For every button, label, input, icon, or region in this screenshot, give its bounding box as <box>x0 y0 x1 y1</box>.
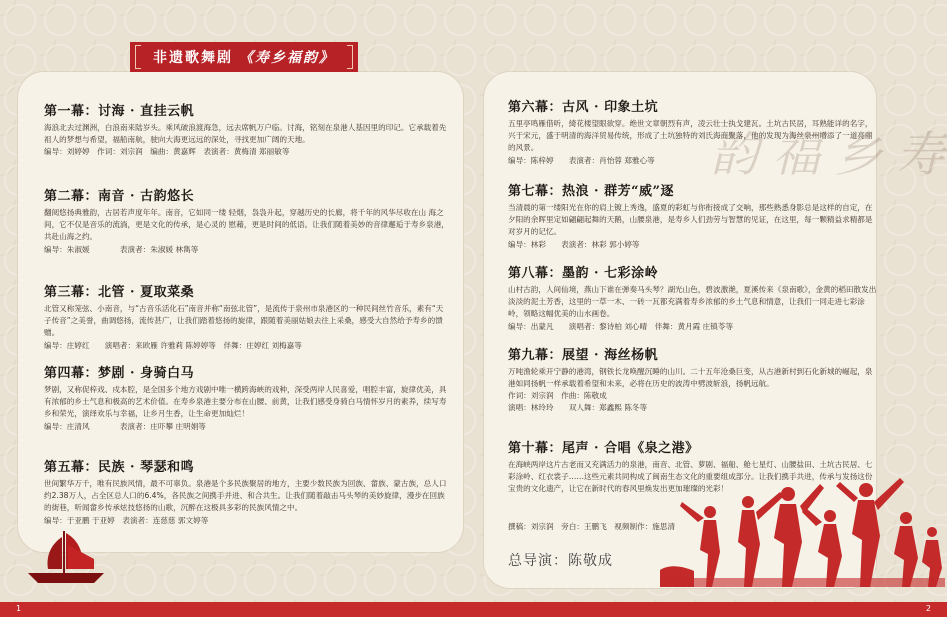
act-body: 万吨渔轮乘开宁静的港湾，钢铁长龙唤醒沉睡的山川。二十五年沧桑巨变，从古港新村到石化新城的崛起，泉港如同扬帆一样承载着希望和未来，必将在历史的波涛中劈波斩浪，扬帆远航。 <box>508 367 873 389</box>
act-title: 第七幕：热浪 · 群芳“威”逐 <box>508 184 675 199</box>
act-2 <box>44 185 449 256</box>
act-title: 第二幕：南音 · 古韵悠长 <box>44 189 195 204</box>
act-body: 翻阅悠扬典雅韵，古居若声度年年。南音，它如同一缕 轻烟，袅袅升起，穿越历史的长廊，将千年的风华尽收在山 海之间，它不仅是音乐的流淌，更是文化的传承，是心灵的 慰藉，更是时间的低语。让我们随着美妙的音律邂逅于寿乡泉港，共赴山海之约。 <box>44 208 449 242</box>
banner-title: 《寿乡福韵》 <box>239 50 335 66</box>
act-body: 梦剧，又称促梓戏、戍本腔，是全国多个地方戏剧中唯一横跨海峡的戏种，深受两岸人民喜爱，唱腔丰富，旋律优美，具有浓郁的乡土气息和极高的艺术价值。在寿乡泉港主要分布在山腰、前黄，让我们感受身骑白马情怀岁月的素养，续写寿乡和荣光，演绎欢乐与幸福，让乡月生香，让生命更加灿烂！ <box>44 385 447 419</box>
act-1 <box>44 100 449 158</box>
act-title: 第八幕：墨韵 · 七彩涂岭 <box>508 266 659 281</box>
act-9 <box>508 344 880 414</box>
watermark-char: 乡 <box>826 129 882 177</box>
act-credit: 编导：于亚鹏 于亚婷 表演者：连慈慈 郭文婷等 <box>44 515 209 525</box>
act-credit: 编导：林彩 表演者：林彩 郭小婷等 <box>508 239 640 249</box>
act-title: 第一幕：讨海 · 直挂云帆 <box>44 104 195 119</box>
act-5 <box>44 456 449 527</box>
act-title: 第六幕：古风 · 印象土坑 <box>508 100 659 115</box>
act-title: 第四幕：梦剧 · 身骑白马 <box>44 366 195 381</box>
act-body: 山村古韵，人间仙境，燕山下谁在弹奏马头琴？湖光山色，碧波激滟，夏溪传来《泉南歌》，金黄的稻田散发出淡淡的泥土芳香，这里的一草一木、一砖一瓦都充满着寿乡浓郁的乡土气息和情意，让我们一同走进七彩涂岭，领略这幅优美的山水画卷。 <box>508 285 877 319</box>
watermark-char: 福 <box>764 129 820 177</box>
act-credit: 编导：朱淑媛 表演者：朱淑媛 林雋等 <box>44 244 199 254</box>
act-body: 当清晨的第一缕阳光在你的肩上镀上秀逸，盛夏的彩虹与你衔接成了交响，那些熟悉身影总是这样的自定，在夕阳的余晖里定如翩翩起舞的天鹅，山腰泉港，是寿乡人们劲劳与智慧的见证，在这里，每一颗精益求精都是对岁月的记忆。 <box>508 203 873 237</box>
act-credit: 编导：陈梓婷 表演者：肖怡蓉 郑雅心等 <box>508 155 655 165</box>
act-3 <box>44 281 449 352</box>
footer-bar <box>0 602 947 617</box>
sailboat-icon <box>20 527 110 587</box>
right-page <box>474 0 947 602</box>
act-credit: 编导：刘婷婷 作词：刘宗润 编曲：黄嘉辉 表演者：黄梅清 郑丽敏等 <box>44 147 290 157</box>
act-credit: 编导：庄婷红 演唱者：来欧雁 许雅莉 陈婷婷等 伴舞：庄婷红 刘梅嘉等 <box>44 340 302 350</box>
act-body: 海浪北去过渊洲，白浪南来陆岁头。乘风破浪渡海急，远去席帆万户临。讨海，铭刻在泉港人基因里的印记。它承载着先祖人的梦想与希望，福船南航，驶向大海更远远的深处，寻找更加广阔的天地。 <box>44 123 447 145</box>
act-title: 第十幕：尾声 · 合唱《泉之港》 <box>508 441 699 456</box>
calligraphy-watermark <box>702 18 947 288</box>
act-body: 北管又称笼弦、小南音，与“古音乐活化石”南音并称“南弦北管”，是流传于泉州市泉港区的一种民间丝竹音乐，素有“天子传音”之美誉，曲调悠扬，流传甚广，让我们踏着悠扬的旋律，跟随着美丽姑娘去往上采桑，感受大自然给予寿乡的馈赠。 <box>44 304 444 338</box>
watermark-char: 韵 <box>702 129 758 177</box>
dancers-silhouette-icon <box>660 472 945 587</box>
act-credit: 编导：出蒙凡 演唱者：黎诗柏 刘心晴 伴舞：黄月霞 庄镇苓等 <box>508 321 734 331</box>
page-number-right: 2 <box>925 604 931 613</box>
production-credit: 撰稿：刘宗润 旁白：王鹏飞 视频制作：施思清 <box>508 522 676 531</box>
act-title: 第五幕：民族 · 琴瑟和鸣 <box>44 460 195 475</box>
act-body: 在海峡两岸这片古老而又充满活力的泉港，南音、北管、萝剧、福船、舱七星灯、山腰盐田、土坑古民居、七彩涂岭、红衣裳子……这些元素共同构成了闽南生态文化的重要组成部分。让我们携手共进，传承与发扬这份宝贵的文化遗产，让它在新时代的春风里焕发出更加璀璨的光彩！ <box>508 460 873 494</box>
act-title: 第九幕：展望 · 海丝杨帆 <box>508 348 659 363</box>
watermark-char: 寿 <box>888 129 944 177</box>
banner-prefix: 非遗歌舞剧 <box>153 50 233 66</box>
title-banner <box>130 42 358 72</box>
act-body: 五里亭鸣雁借听，綺花楼望眼欲穿。绝世文章朝烈有声，凌云壮士执戈建瓦。土坑古民居，耳熟能详的名字，兴于宋元，盛于明清的海洋贸易传统，形成了土坑独特的刘氏海商聚落，他的发现为海丝泉州增添了一道亮丽的风景。 <box>508 119 873 153</box>
act-4 <box>44 362 449 433</box>
chief-director: 总导演：陈敬成 <box>508 553 613 569</box>
act-credit: 作词：刘宗润 作曲：陈敬成 演唱：林玲玲 双人舞：郑鑫熙 陈冬等 <box>508 391 648 413</box>
act-title: 第三幕：北管 · 夏取菜桑 <box>44 285 195 300</box>
act-credit: 编导：庄清风 表演者：庄吓攀 庄明娟等 <box>44 421 206 431</box>
act-body: 世间繁华万千，唯有民族风情，最不可辜负。泉港是个多民族聚居的地方，主要少数民族为回族、畲族、蒙古族，总人口约2.38万人，占全区总人口的6.4%，各民族之间携手并进、和合共生。让我们随着敲击马头琴的美妙旋律，漫步在回族的街巷，听闻畲乡传承炫技悠扬的山歌，沉醉在这极具多彩的民族风情之中。 <box>44 479 447 513</box>
page-number-left: 1 <box>16 604 22 613</box>
left-page <box>0 0 473 602</box>
